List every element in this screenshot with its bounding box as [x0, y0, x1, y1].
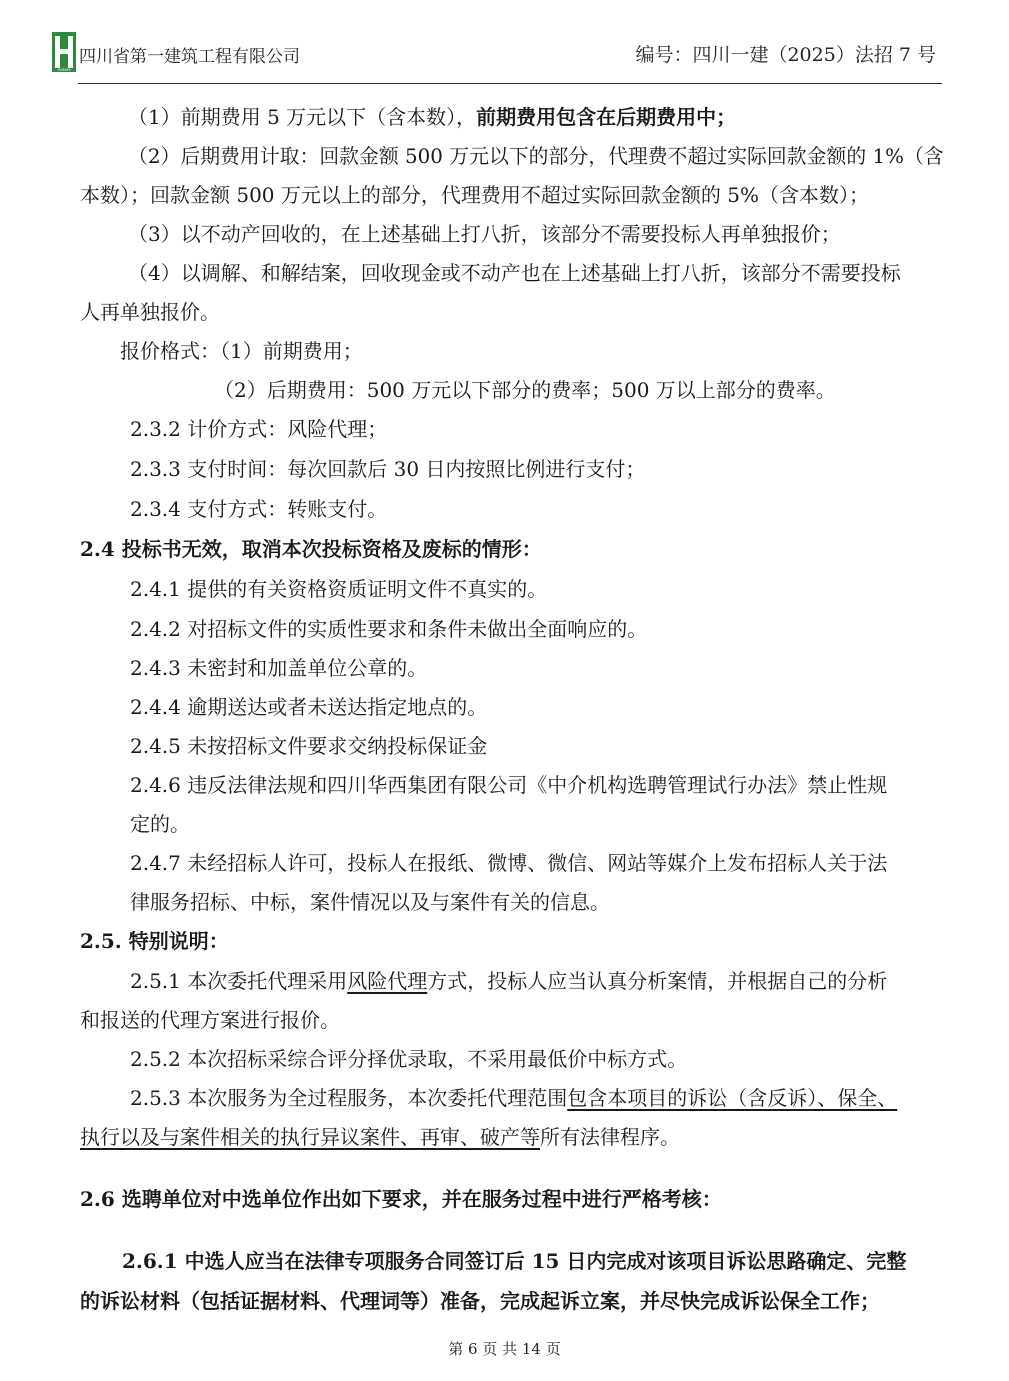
- page-number: 第 6 页 共 14 页: [448, 1340, 561, 1358]
- section-heading: 2.6 选聘单位对中选单位作出如下要求，并在服务过程中进行严格考核：: [80, 1187, 722, 1211]
- body-line: 2.4.3 未密封和加盖单位公章的。: [130, 656, 428, 680]
- body-line: 2.3.3 支付时间：每次回款后 30 日内按照比例进行支付；: [130, 457, 646, 481]
- huashi-logo-icon: [52, 32, 76, 72]
- body-line: 2.4.5 未按招标文件要求交纳投标保证金: [130, 734, 488, 758]
- body-line: （4）以调解、和解结案，回收现金或不动产也在上述基础上打八折，该部分不需要投标: [128, 261, 901, 285]
- body-line: 本数）；回款金额 500 万元以上的部分，代理费用不超过实际回款金额的 5%（含本数）；: [80, 183, 869, 207]
- body-line: 2.4.7 未经招标人许可，投标人在报纸、微博、微信、网站等媒介上发布招标人关于法: [130, 851, 888, 875]
- body-line: 律服务招标、中标，案件情况以及与案件有关的信息。: [130, 890, 610, 914]
- body-line: （2）后期费用：500 万元以下部分的费率；500 万以上部分的费率。: [214, 378, 836, 402]
- section-heading: 2.4 投标书无效，取消本次投标资格及废标的情形：: [80, 537, 542, 561]
- body-line: 人再单独报价。: [80, 300, 220, 324]
- document-number: 编号：四川一建（2025）法招 7 号: [635, 44, 936, 66]
- body-line: 执行以及与案件相关的执行异议案件、再审、破产等所有法律程序。: [80, 1125, 680, 1149]
- body-line: 2.4.6 违反法律法规和四川华西集团有限公司《中介机构选聘管理试行办法》禁止性规: [130, 773, 888, 797]
- body-line: 2.3.2 计价方式：风险代理；: [130, 417, 388, 441]
- body-line: （1）前期费用 5 万元以下（含本数），前期费用包含在后期费用中；: [128, 105, 737, 129]
- body-line: 2.5.1 本次委托代理采用风险代理方式，投标人应当认真分析案情，并根据自己的分析: [130, 969, 888, 993]
- body-line: 2.4.1 提供的有关资格资质证明文件不真实的。: [130, 577, 548, 601]
- body-line: 2.3.4 支付方式：转账支付。: [130, 497, 388, 521]
- body-line: 和报送的代理方案进行报价。: [80, 1008, 340, 1032]
- body-line: 2.5.3 本次服务为全过程服务，本次委托代理范围包含本项目的诉讼（含反诉）、保全、: [130, 1086, 898, 1110]
- body-line: 2.5.2 本次招标采综合评分择优录取，不采用最低价中标方式。: [130, 1047, 688, 1071]
- body-line: 2.4.4 逾期送达或者未送达指定地点的。: [130, 695, 488, 719]
- body-line: 2.4.2 对招标文件的实质性要求和条件未做出全面响应的。: [130, 617, 648, 641]
- page-header: [52, 28, 942, 82]
- header-divider: [78, 83, 942, 84]
- body-line: （3）以不动产回收的，在上述基础上打八折，该部分不需要投标人再单独报价；: [128, 222, 841, 246]
- svg-text:HUASHI: HUASHI: [57, 68, 71, 72]
- body-line: （2）后期费用计取：回款金额 500 万元以下的部分，代理费不超过实际回款金额的 1%（含: [128, 144, 944, 168]
- section-heading: 2.5. 特别说明：: [80, 929, 229, 953]
- body-line: 定的。: [130, 812, 190, 836]
- company-name: 四川省第一建筑工程有限公司: [79, 47, 300, 67]
- body-line: 报价格式：（1）前期费用；: [120, 339, 363, 363]
- body-line: 的诉讼材料（包括证据材料、代理词等）准备，完成起诉立案，并尽快完成诉讼保全工作；: [80, 1289, 880, 1313]
- body-line: 2.6.1 中选人应当在法律专项服务合同签订后 15 日内完成对该项目诉讼思路确定、完整: [122, 1249, 907, 1273]
